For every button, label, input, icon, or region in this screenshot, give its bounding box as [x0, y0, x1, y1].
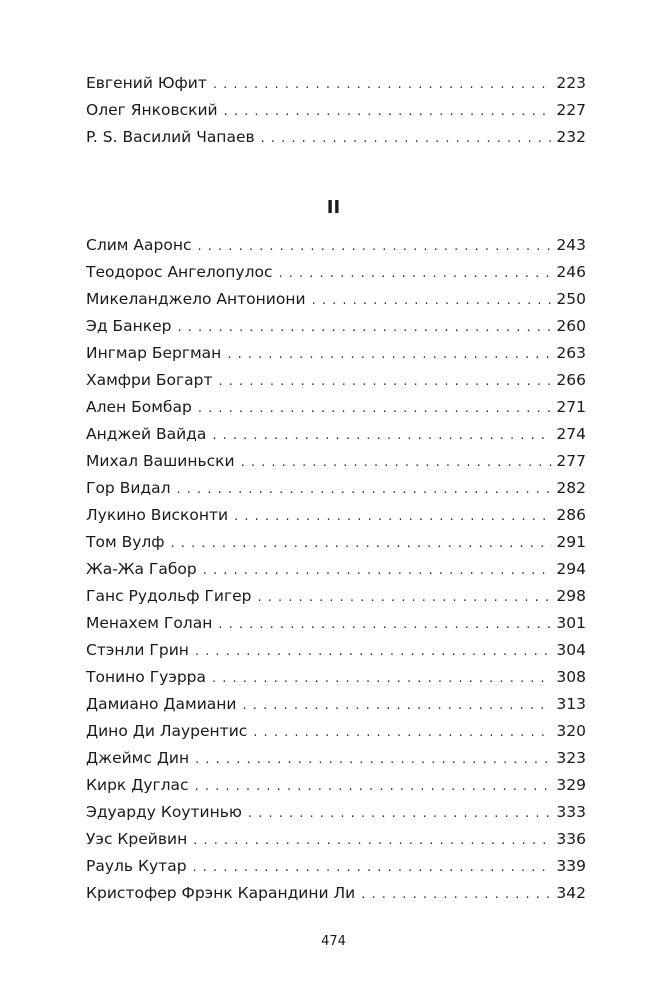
toc-entry-name: Олег Янковский: [86, 101, 218, 119]
toc-entry-name: Тонино Гуэрра: [86, 668, 207, 686]
dot-leader: [258, 584, 553, 611]
toc-entry-name: Дамиано Дамиани: [86, 695, 237, 713]
dot-leader: [198, 395, 553, 422]
toc-entry-name: Кристофер Фрэнк Карандини Ли: [86, 884, 356, 902]
toc-entry-page: 250: [556, 290, 586, 308]
toc-entry: [86, 502, 586, 529]
toc-main-list: [86, 232, 586, 907]
toc-entry-name: Жа-Жа Габор: [86, 560, 197, 578]
toc-entry: [86, 97, 586, 124]
dot-leader: [224, 98, 553, 125]
toc-entry-name: Джеймс Дин: [86, 749, 190, 767]
dot-leader: [278, 260, 552, 287]
dot-leader: [243, 692, 553, 719]
toc-entry: [86, 556, 586, 583]
toc-entry-name: Кирк Дуглас: [86, 776, 189, 794]
toc-entry: [86, 367, 586, 394]
dot-leader: [193, 827, 552, 854]
toc-entry-name: Михал Вашиньски: [86, 452, 235, 470]
dot-leader: [177, 314, 552, 341]
dot-leader: [195, 638, 553, 665]
toc-entry-name: Ален Бомбар: [86, 398, 192, 416]
toc-entry-page: 301: [556, 614, 586, 632]
toc-entry-page: 304: [556, 641, 586, 659]
toc-entry: [86, 394, 586, 421]
toc-entry: [86, 70, 586, 97]
toc-entry-name: Слим Ааронс: [86, 236, 192, 254]
toc-entry: [86, 691, 586, 718]
toc-entry: [86, 880, 586, 907]
dot-leader: [195, 773, 553, 800]
dot-leader: [312, 287, 553, 314]
dot-leader: [241, 449, 553, 476]
toc-entry: [86, 529, 586, 556]
toc-entry-page: 298: [556, 587, 586, 605]
toc-entry-page: 246: [556, 263, 586, 281]
toc-entry-name: Эд Банкер: [86, 317, 172, 335]
toc-entry-name: Ингмар Бергман: [86, 344, 222, 362]
toc-entry-name: Стэнли Грин: [86, 641, 189, 659]
toc-entry: [86, 340, 586, 367]
toc-entry-name: Уэс Крейвин: [86, 830, 188, 848]
toc-entry-page: 333: [556, 803, 586, 821]
toc-entry: [86, 313, 586, 340]
toc-entry: [86, 475, 586, 502]
toc-entry-page: 329: [556, 776, 586, 794]
dot-leader: [227, 341, 552, 368]
dot-leader: [213, 71, 553, 98]
toc-entry-name: Теодорос Ангелопулос: [86, 263, 273, 281]
toc-entry-page: 342: [556, 884, 586, 902]
toc-entry: [86, 826, 586, 853]
dot-leader: [177, 476, 553, 503]
toc-entry-page: 223: [556, 74, 586, 92]
toc-entry-name: Рауль Кутар: [86, 857, 187, 875]
toc-top-list: [86, 70, 586, 151]
toc-entry-page: 263: [556, 344, 586, 362]
page-number: 474: [321, 934, 346, 949]
toc-entry-page: 260: [556, 317, 586, 335]
toc-entry: [86, 637, 586, 664]
toc-entry: [86, 745, 586, 772]
toc-entry-page: 336: [556, 830, 586, 848]
dot-leader: [234, 503, 552, 530]
toc-entry: [86, 448, 586, 475]
toc-entry-page: 294: [556, 560, 586, 578]
toc-entry: [86, 421, 586, 448]
dot-leader: [195, 746, 552, 773]
dot-leader: [193, 854, 553, 881]
toc-entry: [86, 664, 586, 691]
toc-entry: [86, 799, 586, 826]
toc-entry-page: 271: [556, 398, 586, 416]
toc-entry-name: Дино Ди Лаурентис: [86, 722, 248, 740]
toc-entry-page: 266: [556, 371, 586, 389]
toc-entry: [86, 853, 586, 880]
toc-entry-name: Том Вулф: [86, 533, 165, 551]
toc-entry-page: 291: [556, 533, 586, 551]
section-title: II: [326, 197, 341, 218]
toc-entry-name: P. S. Василий Чапаев: [86, 128, 255, 146]
toc-entry: [86, 610, 586, 637]
toc-entry: [86, 124, 586, 151]
dot-leader: [203, 557, 553, 584]
toc-entry-page: 323: [556, 749, 586, 767]
toc-entry-name: Менахем Голан: [86, 614, 213, 632]
toc-entry-page: 282: [556, 479, 586, 497]
toc-entry-page: 313: [556, 695, 586, 713]
toc-entry-page: 274: [556, 425, 586, 443]
toc-entry-name: Хамфри Богарт: [86, 371, 213, 389]
dot-leader: [219, 368, 553, 395]
toc-entry: [86, 286, 586, 313]
dot-leader: [198, 233, 553, 260]
toc-entry-name: Микеланджело Антониони: [86, 290, 306, 308]
dot-leader: [171, 530, 553, 557]
toc-entry: [86, 232, 586, 259]
toc-entry: [86, 718, 586, 745]
toc-entry-page: 308: [556, 668, 586, 686]
toc-entry-page: 339: [556, 857, 586, 875]
toc-entry-page: 286: [556, 506, 586, 524]
dot-leader: [212, 665, 552, 692]
toc-entry-name: Эдуарду Коутинью: [86, 803, 242, 821]
dot-leader: [261, 125, 553, 152]
toc-entry: [86, 259, 586, 286]
toc-entry-page: 277: [556, 452, 586, 470]
dot-leader: [361, 881, 552, 908]
toc-entry-page: 227: [556, 101, 586, 119]
dot-leader: [218, 611, 552, 638]
toc-entry-name: Лукино Висконти: [86, 506, 229, 524]
toc-entry: [86, 583, 586, 610]
dot-leader: [253, 719, 552, 746]
toc-entry-page: 243: [556, 236, 586, 254]
toc-entry-page: 320: [556, 722, 586, 740]
toc-entry-name: Анджей Вайда: [86, 425, 207, 443]
toc-entry-name: Евгений Юфит: [86, 74, 207, 92]
toc-entry-page: 232: [556, 128, 586, 146]
dot-leader: [248, 800, 552, 827]
dot-leader: [212, 422, 552, 449]
toc-entry-name: Ганс Рудольф Гигер: [86, 587, 252, 605]
toc-entry: [86, 772, 586, 799]
toc-entry-name: Гор Видал: [86, 479, 171, 497]
